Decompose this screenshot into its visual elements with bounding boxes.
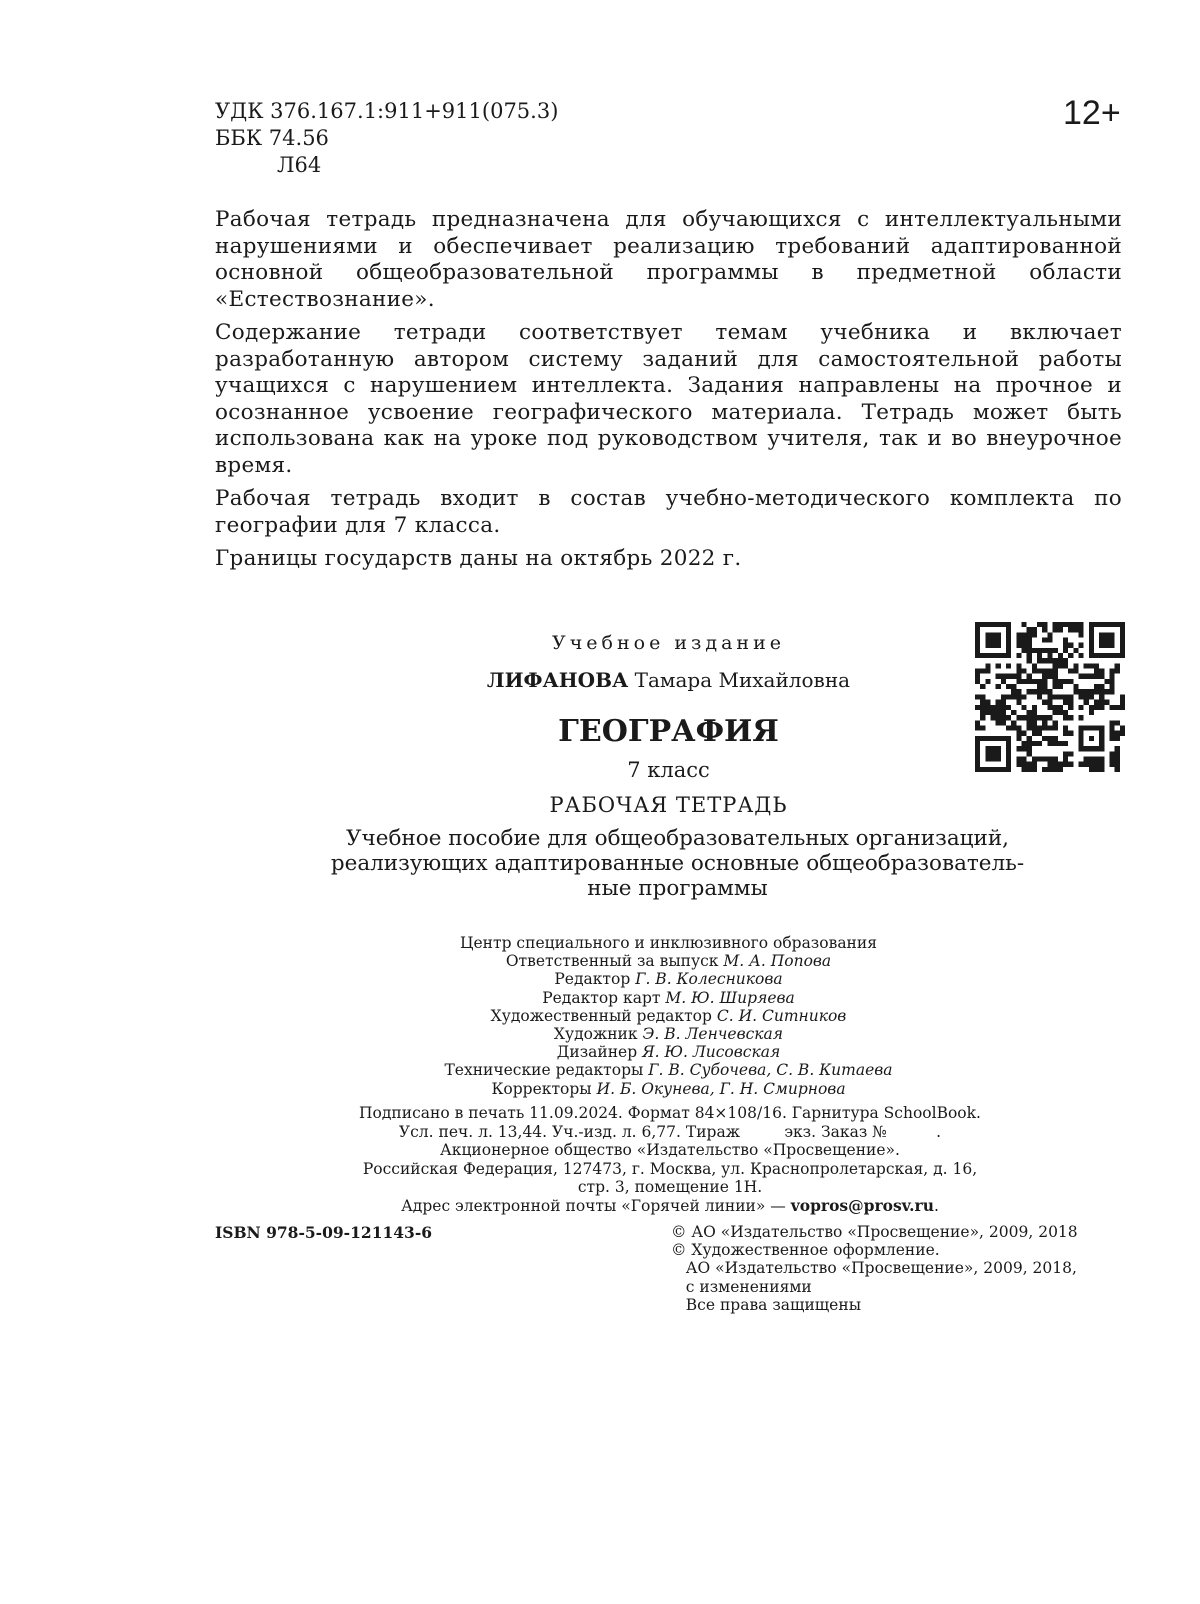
isbn: ISBN 978-5-09-121143-6 (215, 1223, 433, 1242)
staff-row (215, 1061, 1122, 1079)
copyright (671, 1223, 1078, 1314)
author-name: Тамара Михайловна (634, 668, 851, 692)
staff-row (215, 1043, 1122, 1061)
intro-paragraph: Рабочая тетрадь предназначена для обучающихся с интеллектуальными нарушениями и обеспечивает реализацию требований адаптированной основной общеобразовательной программы в предметной области «Естествознание». (215, 207, 1122, 312)
staff-role: Редактор карт (542, 988, 661, 1007)
staff-names: И. Б. Окунева, Г. Н. Смирнова (596, 1079, 846, 1098)
copyright-line: Все права защищены (671, 1295, 862, 1314)
staff-center: Центр специального и инклюзивного образования (459, 934, 878, 952)
email-address[interactable]: vopros@prosv.ru (790, 1195, 934, 1215)
description-line: ные программы (587, 876, 768, 901)
imprint (300, 1104, 1040, 1215)
staff-names: М. Ю. Ширяева (665, 988, 795, 1007)
book-title: ГЕОГРАФИЯ (558, 714, 779, 749)
author-mark: Л64 (277, 153, 322, 177)
imprint-line: Усл. печ. л. 13,44. Уч.-изд. л. 6,77. Тираж экз. Заказ № . (398, 1122, 942, 1141)
description-line: реализующих адаптированные основные общеобразователь- (330, 851, 1025, 876)
staff-role: Художник (553, 1025, 638, 1044)
copyright-line: © Художественное оформление. (671, 1241, 940, 1260)
grade: 7 класс (627, 758, 710, 782)
staff-names: С. И. Ситников (716, 1006, 847, 1025)
imprint-line: Акционерное общество «Издательство «Просвещение». (440, 1141, 900, 1159)
staff-role: Ответственный за выпуск (505, 952, 719, 971)
copyright-line: АО «Издательство «Просвещение», 2009, 2018, (671, 1259, 1077, 1278)
staff-role: Редактор (554, 970, 631, 989)
bbk-code: ББК 74.56 (215, 126, 329, 150)
staff-row (215, 952, 1122, 970)
staff-row (215, 1007, 1122, 1025)
staff-role: Корректоры (491, 1079, 592, 1098)
description-line: Учебное пособие для общеобразовательных организаций, (346, 826, 1009, 851)
staff-credits (215, 934, 1122, 1098)
staff-row (215, 1025, 1122, 1043)
intro-paragraph: Рабочая тетрадь входит в состав учебно-методического комплекта по географии для 7 класса. (215, 486, 1122, 538)
imprint-line: стр. 3, помещение 1Н. (577, 1178, 763, 1196)
staff-row (215, 989, 1122, 1007)
staff-row (215, 1080, 1122, 1098)
staff-names: Г. В. Субочева, С. В. Китаева (648, 1061, 893, 1080)
author-surname: ЛИФАНОВА (486, 668, 629, 692)
staff-row (215, 970, 1122, 988)
intro-paragraph: Содержание тетради соответствует темам учебника и включает разработанную автором систему заданий для самостоятельной работы учащихся с нарушением интеллекта. Задания направлены на прочное и осознанное усвоение географического материала. Тетрадь может быть использована как на уроке под руководством учителя, так и во внеурочное время. (215, 320, 1122, 478)
email-label: Адрес электронной почты «Горячей линии» — (401, 1196, 791, 1215)
imprint-email-line (300, 1197, 1040, 1216)
intro-text (215, 207, 1122, 580)
udk-code: УДК 376.167.1:911+911(075.3) (215, 99, 559, 123)
copyright-line: с изменениями (671, 1277, 812, 1296)
email-end: . (934, 1196, 939, 1215)
copyright-line: © АО «Издательство «Просвещение», 2009, 2018 (671, 1223, 1078, 1241)
book-description (280, 826, 1075, 901)
staff-names: М. А. Попова (723, 952, 832, 971)
intro-paragraph: Границы государств даны на октябрь 2022 г. (215, 546, 742, 571)
staff-role: Дизайнер (556, 1043, 638, 1062)
staff-names: Г. В. Колесникова (635, 970, 783, 989)
imprint-line: Подписано в печать 11.09.2024. Формат 84×108/16. Гарнитура SchoolBook. (359, 1104, 981, 1122)
age-rating: 12+ (1063, 94, 1121, 132)
staff-names: Э. В. Ленчевская (642, 1025, 784, 1044)
classification-codes (215, 98, 558, 179)
edition-type: Учебное издание (552, 632, 785, 654)
qr-code[interactable] (975, 622, 1125, 772)
imprint-line: Российская Федерация, 127473, г. Москва, ул. Краснопролетарская, д. 16, (362, 1159, 978, 1178)
staff-role: Художественный редактор (490, 1006, 712, 1025)
book-subtitle: РАБОЧАЯ ТЕТРАДЬ (549, 793, 788, 817)
staff-role: Технические редакторы (444, 1061, 644, 1080)
staff-names: Я. Ю. Лисовская (642, 1043, 781, 1062)
